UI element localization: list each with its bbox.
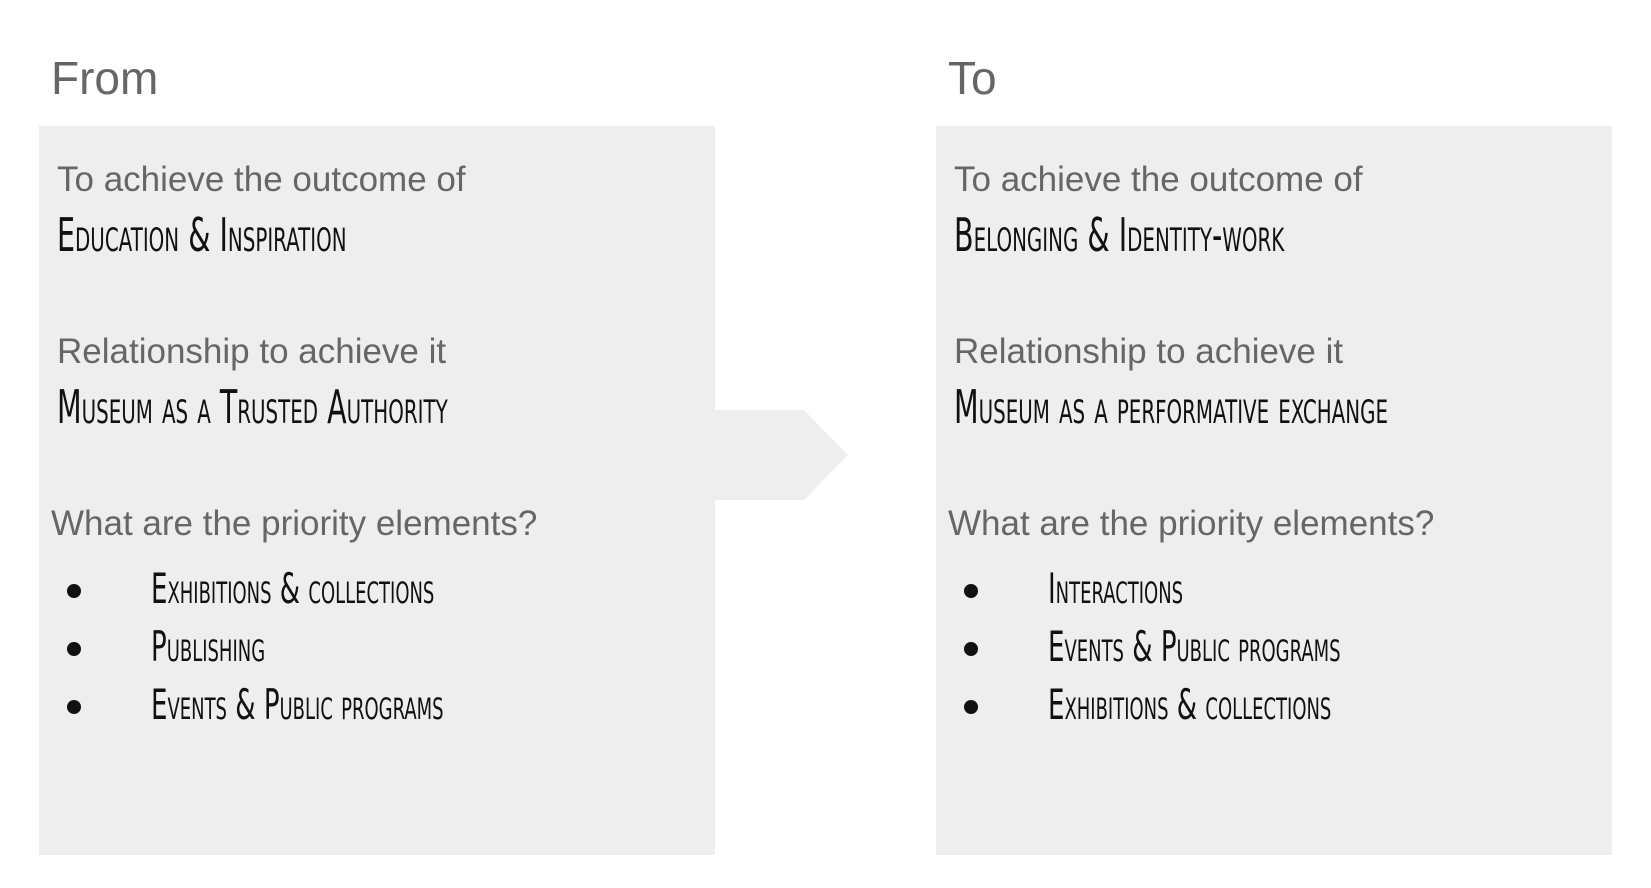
to-relationship-value: Museum as a performative exchange bbox=[954, 380, 1389, 434]
to-panel bbox=[936, 126, 1612, 855]
from-relationship-value: Museum as a Trusted Authority bbox=[57, 380, 448, 434]
from-panel bbox=[39, 126, 715, 855]
from-outcome-label: To achieve the outcome of bbox=[57, 160, 466, 199]
from-outcome-value: Education & Inspiration bbox=[57, 208, 347, 262]
arrow-right-icon bbox=[676, 410, 848, 500]
from-priority-item: Events & Public programs bbox=[151, 680, 444, 729]
to-priority-item: Exhibitions & collections bbox=[1048, 680, 1332, 729]
from-priority-item: Exhibitions & collections bbox=[151, 564, 435, 613]
bullet-icon bbox=[964, 700, 978, 714]
bullet-icon bbox=[964, 584, 978, 598]
to-priority-item: Events & Public programs bbox=[1048, 622, 1341, 671]
to-heading: To bbox=[948, 52, 997, 104]
bullet-icon bbox=[964, 642, 978, 656]
bullet-icon bbox=[67, 700, 81, 714]
bullet-icon bbox=[67, 642, 81, 656]
to-relationship-label: Relationship to achieve it bbox=[954, 332, 1344, 371]
to-priority-item: Interactions bbox=[1048, 564, 1184, 613]
from-heading: From bbox=[51, 52, 159, 104]
bullet-icon bbox=[67, 584, 81, 598]
to-outcome-value: Belonging & Identity-work bbox=[954, 208, 1285, 262]
to-outcome-label: To achieve the outcome of bbox=[954, 160, 1363, 199]
from-priority-item: Publishing bbox=[151, 622, 266, 671]
from-relationship-label: Relationship to achieve it bbox=[57, 332, 447, 371]
to-priority-label: What are the priority elements? bbox=[948, 504, 1435, 543]
from-priority-label: What are the priority elements? bbox=[51, 504, 538, 543]
